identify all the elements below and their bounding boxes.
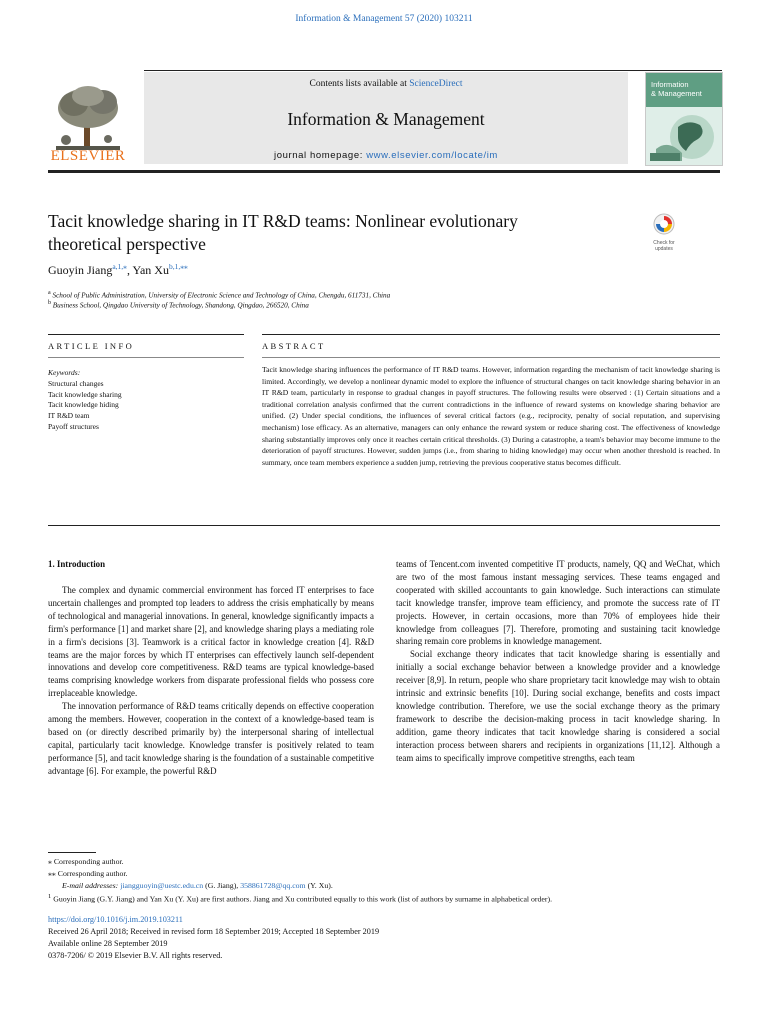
body-paragraph: teams of Tencent.com invented competitive IT products, namely, QQ and WeChat, which are two of the most famous instant messaging services. These teams engaged and cooperated with skilled accountants to gain knowledge. Such interactions can stimulate tacit knowledge transfer, improve team efficiency, and promote the success rate of IT projects. However, in certain occasions, more than 70% of employees hide their knowledge from colleagues [7]. Therefore, promoting and sustaining tacit knowledge sharing remain core problems in knowledge management. (396, 559, 720, 647)
keyword-item: Tacit knowledge hiding (48, 400, 119, 410)
check-for-updates-label: Check for updates (653, 240, 675, 252)
check-for-updates-badge[interactable] (648, 213, 680, 252)
contents-line (144, 79, 628, 89)
journal-citation[interactable]: Information & Management 57 (2020) 103211 (295, 14, 473, 24)
contents-prefix: Contents lists available at (309, 79, 410, 89)
abstract-text: Tacit knowledge sharing influences the performance of IT R&D teams. However, information regarding the mechanism of tacit knowledge sharing is limited. Accordingly, we develop a nonlinear dynamic model to explore the influence of structural changes on tacit knowledge sharing behavior in an IT R&D team, particularly in response to gradual changes in payoff structures. The following results were observed : (1) Certain situations and a traditional correlation analysis confirmed that the current contradictions in the influence of reward systems on knowledge sharing behavior are unified. (2) Under special conditions, the influences of several critical factors (e.g., reciprocity, penalty of social reputation, and supervising mechanism) lose efficacy. As an alternative, managers can only enhance the reward system or reduce sharing cost. The effectiveness of knowledge sharing substantially improves only once it reaches certain critical thresholds. (3) During a catastrophe, a team's behavior may become immune to the deterioration of payoff structures. However, sudden jumps (i.e., from sharing to hiding knowledge) may occur when another threshold is reached. In summary, once team members experience a sudden jump, retrieving the previous cooperative status becomes difficult. (262, 365, 720, 467)
homepage-prefix: journal homepage: (274, 150, 367, 161)
check-for-updates-icon (653, 213, 675, 235)
header-bottom-rule (48, 170, 720, 173)
received-dates: Received 26 April 2018; Received in revised form 18 September 2019; Accepted 18 September 2019 (48, 927, 380, 936)
cover-title-line2: & Management (651, 89, 702, 98)
author-separator: , (126, 263, 133, 277)
publisher-name[interactable]: ELSEVIER (50, 148, 126, 164)
abstract-rule (262, 334, 720, 335)
email-owner: (G. Jiang), (203, 881, 241, 890)
affiliation-text: Business School, Qingdao University of Technology, Shandong, Qingdao, 266520, China (52, 301, 309, 310)
affiliation-a (48, 290, 390, 299)
body-paragraph: The complex and dynamic commercial environment has forced IT enterprises to face uncertain challenges and prompted top leaders to address the crisis emphatically by means of technological and managerial innovations. In general, knowledge significantly impacts a firm's performance [1] and market share [2], and knowledge sharing plays a mediating role in a firm's decisions [3]. Teamwork is a critical factor in knowledge creation [4]. R&D teams are the major forces by which IT enterprises can effectively launch self-dependent innovations and develop core competitiveness. R&D teams are typical knowledge-based teams comprising knowledge workers from disparate professional fields who possess core irreplaceable knowledge. (48, 585, 374, 699)
body-left-column (48, 584, 374, 778)
footnote-rule (48, 852, 96, 853)
journal-homepage-line (144, 150, 628, 161)
available-online-date: Available online 28 September 2019 (48, 939, 168, 948)
homepage-link[interactable]: www.elsevier.com/locate/im (366, 150, 498, 161)
email-link[interactable]: 358861728@qq.com (240, 881, 306, 890)
article-info-subrule (48, 357, 244, 358)
article-title (48, 210, 608, 256)
affiliation-b (48, 300, 309, 309)
keyword-item: Tacit knowledge sharing (48, 389, 122, 399)
author-affiliation-marker[interactable]: a,1,⁎ (112, 262, 127, 271)
cover-title-line1: Information (651, 80, 689, 89)
abstract-heading: ABSTRACT (262, 341, 326, 351)
footnote-marker: 1 (48, 893, 52, 900)
author-affiliation-marker[interactable]: b,1,⁎⁎ (168, 262, 188, 271)
email-owner: (Y. Xu). (305, 881, 333, 890)
abstract-subrule (262, 357, 720, 358)
doi-link[interactable]: https://doi.org/10.1016/j.im.2019.103211 (48, 915, 183, 924)
affiliation-marker: a (48, 290, 51, 296)
keyword-item: Structural changes (48, 378, 104, 388)
sciencedirect-link[interactable]: ScienceDirect (409, 79, 463, 89)
cover-title (651, 80, 702, 98)
abstract-bottom-rule (48, 525, 720, 526)
author-list (48, 262, 188, 278)
affiliation-text: School of Public Administration, University of Electronic Science and Technology of China, Chengdu, 611731, China (52, 291, 391, 300)
body-right-column (396, 558, 720, 765)
journal-cover-thumbnail[interactable] (645, 72, 723, 166)
author-name[interactable]: Yan Xu (132, 263, 169, 277)
footnote-corresponding-2: ⁎⁎ Corresponding author. (48, 869, 128, 878)
body-paragraph: The innovation performance of R&D teams critically depends on effective cooperation among the members. However, cooperation in the context of a knowledge-based team is based on (or directly described primarily by) the interpersonal sharing of intellectual capital, particularly tacit knowledge. Knowledge transfer is positively related to team performance [5], and tacit knowledge sharing is the foundation of a sustainable competitive advantage [6]. For example, the powerful R&D (48, 701, 374, 776)
journal-title: Information & Management (287, 109, 485, 129)
footnote-emails (62, 881, 333, 890)
email-label: E-mail addresses: (62, 881, 121, 890)
article-info-rule (48, 334, 244, 335)
email-link[interactable]: jiangguoyin@uestc.edu.cn (120, 881, 204, 890)
article-title-line1: Tacit knowledge sharing in IT R&D teams: Nonlinear evolutionary (48, 211, 518, 231)
keywords-block (48, 368, 122, 433)
body-paragraph: Social exchange theory indicates that tacit knowledge sharing is essentially and initially a social exchange behavior between a knowledge provider and a knowledge receiver [8,9]. In return, people who share proprietary tacit knowledge may wish to obtain intrinsic and extrinsic benefits [10]. During social exchange, benefits and costs impact knowledge contribution. Therefore, we use the social exchange theory as the primary framework to describe the decision-making process in tacit knowledge sharing. In addition, game theory indicates that tacit knowledge sharing is considered a social interaction process between sharers and recipients in organizations [11,12]. Although a team aims to specifically improve competitive strengths, each team (396, 649, 720, 763)
author-name[interactable]: Guoyin Jiang (48, 263, 113, 277)
keyword-item: IT R&D team (48, 411, 90, 421)
keywords-label: Keywords: (48, 368, 81, 377)
section-heading-introduction: 1. Introduction (48, 559, 106, 569)
article-info-heading: ARTICLE INFO (48, 341, 135, 351)
copyright-line: 0378-7206/ © 2019 Elsevier B.V. All rights reserved. (48, 951, 223, 960)
keyword-item: Payoff structures (48, 421, 99, 431)
footnote-equal-contribution (48, 893, 552, 904)
footnote-text: Guoyin Jiang (G.Y. Jiang) and Yan Xu (Y. Xu) are first authors. Jiang and Xu contributed equally to this work (list of authors by surname in alphabetical order). (51, 894, 553, 904)
article-title-line2: theoretical perspective (48, 234, 206, 254)
affiliation-marker: b (48, 300, 51, 306)
footnote-corresponding-1: ⁎ Corresponding author. (48, 857, 124, 866)
cover-globe-art (648, 109, 720, 163)
